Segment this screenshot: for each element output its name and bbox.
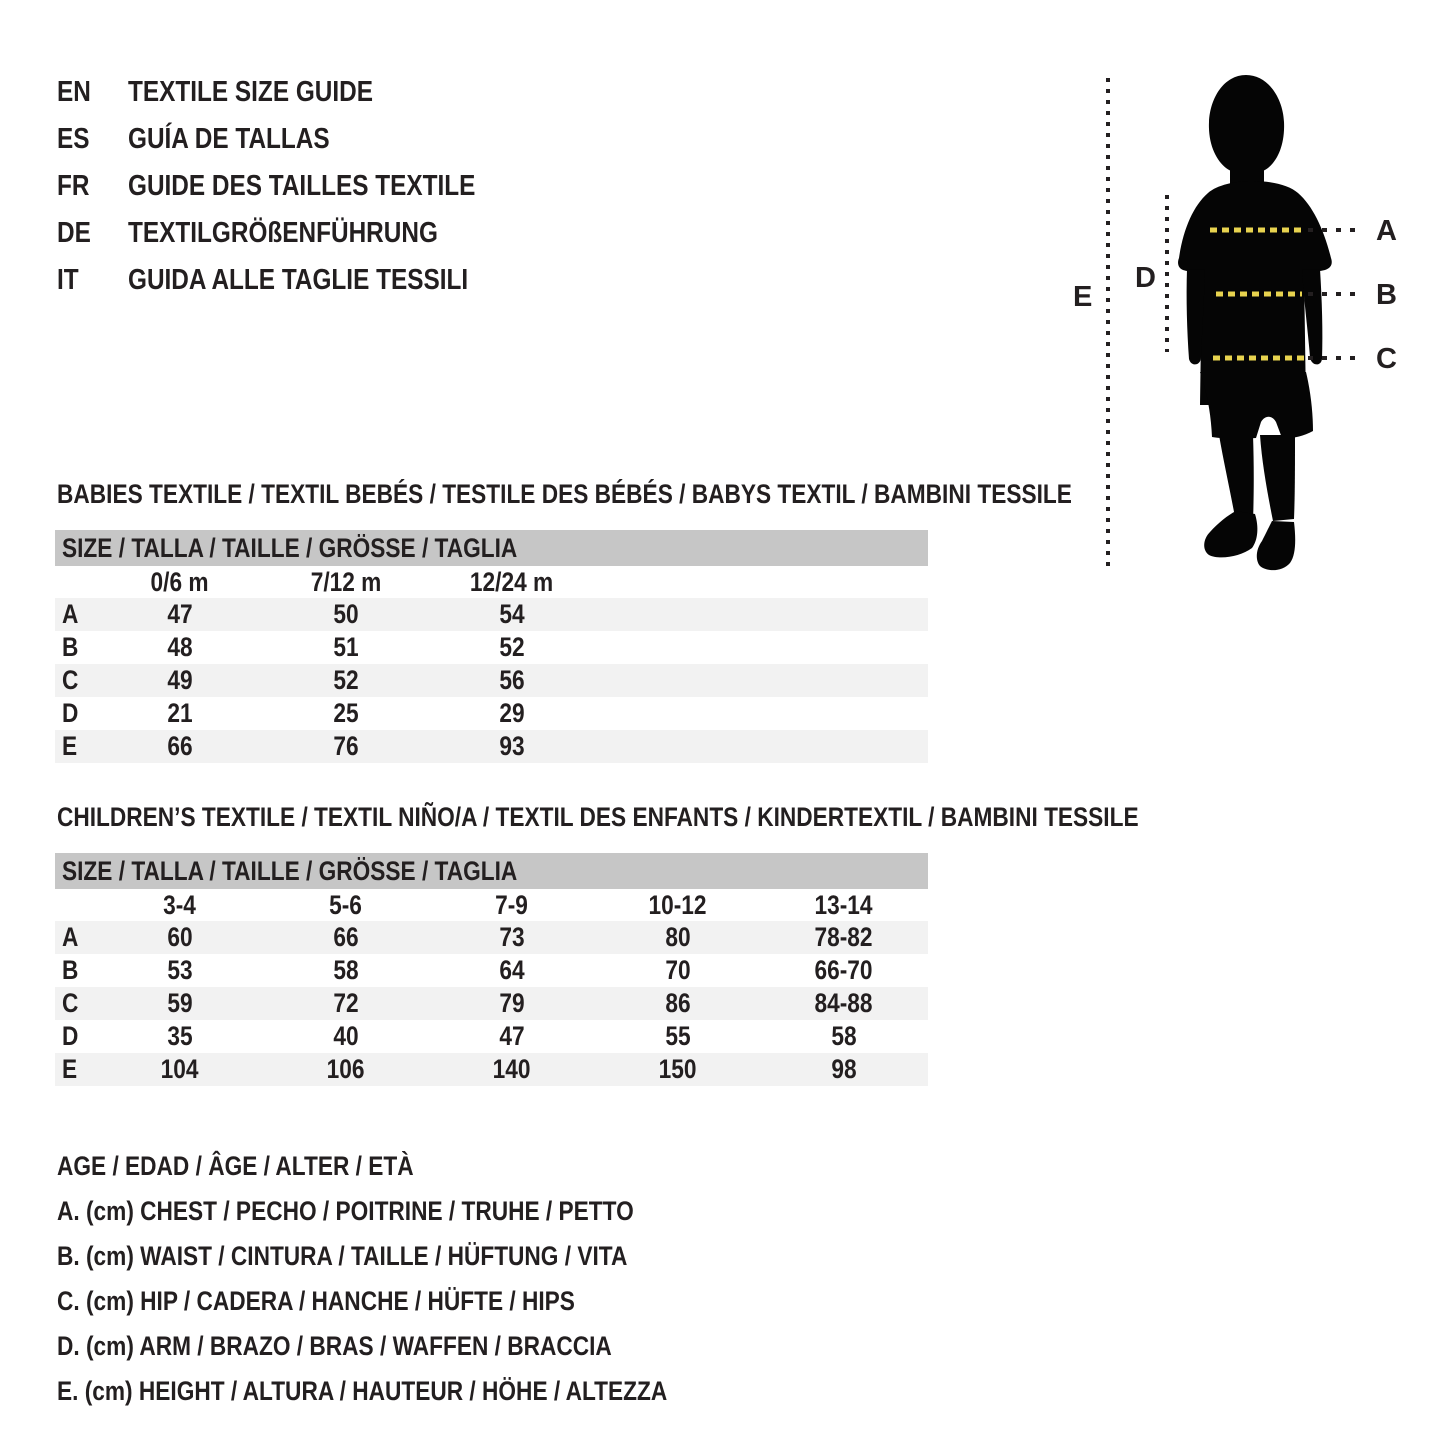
value-cell: 86 [665,988,691,1018]
children-section-heading: CHILDREN’S TEXTILE / TEXTIL NIÑO/A / TEXTIL DES ENFANTS / KINDERTEXTIL / BAMBINI TESSILE [57,802,1139,832]
value-cell: 51 [333,632,359,662]
figure-label-d: D [1135,262,1156,294]
value-cell: 84-88 [814,988,874,1018]
table-row [55,954,928,987]
value-cell: 35 [167,1021,193,1051]
row-letter-cell: B [62,632,79,662]
measurement-figure [1040,60,1445,600]
value-cell: 25 [333,698,359,728]
figure-label-b: B [1376,279,1397,311]
value-cell: 52 [499,632,525,662]
column-header-row [55,566,928,598]
language-title-row [57,69,542,116]
language-title-row [57,210,542,257]
legend-line: B. (cm) WAIST / CINTURA / TAILLE / HÜFTUNG / VITA [57,1241,628,1271]
value-cell: 48 [167,632,193,662]
value-cell: 72 [333,988,359,1018]
value-cell: 52 [333,665,359,695]
language-title: GUIDE DES TAILLES TEXTILE [128,170,476,202]
babies-size-table [55,530,928,763]
column-header-cell: 10-12 [648,890,708,920]
figure-label-c: C [1376,343,1397,375]
value-cell: 104 [161,1054,199,1084]
value-cell: 70 [665,955,691,985]
value-cell: 78-82 [814,922,874,952]
language-title: TEXTILE SIZE GUIDE [128,76,373,108]
value-cell: 66 [333,922,359,952]
value-cell: 98 [831,1054,857,1084]
language-code: DE [57,217,91,249]
table-row [55,921,928,954]
language-title: TEXTILGRÖßENFÜHRUNG [128,217,438,249]
value-cell: 66-70 [814,955,874,985]
row-letter-cell: A [62,599,79,629]
figure-label-a: A [1376,215,1397,247]
legend-line: AGE / EDAD / ÂGE / ALTER / ETÀ [57,1151,414,1181]
value-cell: 56 [499,665,525,695]
legend-line: A. (cm) CHEST / PECHO / POITRINE / TRUHE / PETTO [57,1196,634,1226]
figure-label-e: E [1073,281,1093,313]
table-row [55,598,928,631]
language-title-row [57,257,542,304]
column-header-cell: 12/24 m [470,567,554,597]
column-header-row [55,889,928,921]
row-letter-cell: D [62,698,79,728]
column-header-cell: 7-9 [495,890,529,920]
column-header-cell: 3-4 [163,890,197,920]
value-cell: 29 [499,698,525,728]
value-cell: 40 [333,1021,359,1051]
column-header-cell: 7/12 m [310,567,382,597]
value-cell: 80 [665,922,691,952]
column-header-cell: 0/6 m [150,567,209,597]
value-cell: 49 [167,665,193,695]
table-row [55,730,928,763]
size-header-label: SIZE / TALLA / TAILLE / GRÖSSE / TAGLIA [62,856,518,886]
language-code: FR [57,170,90,202]
language-title: GUIDA ALLE TAGLIE TESSILI [128,264,469,296]
language-code: EN [57,76,91,108]
language-code: IT [57,264,79,296]
value-cell: 64 [499,955,525,985]
children-size-table [55,853,928,1086]
language-title-list [57,69,542,304]
table-row [55,664,928,697]
size-header-bar [55,853,928,889]
language-code: ES [57,123,90,155]
row-letter-cell: E [62,1054,78,1084]
column-header-cell: 5-6 [329,890,363,920]
value-cell: 93 [499,731,525,761]
value-cell: 55 [665,1021,691,1051]
value-cell: 66 [167,731,193,761]
value-cell: 79 [499,988,525,1018]
row-letter-cell: C [62,988,79,1018]
size-header-label: SIZE / TALLA / TAILLE / GRÖSSE / TAGLIA [62,533,518,563]
measurement-legend [57,1144,783,1414]
row-letter-cell: D [62,1021,79,1051]
table-row [55,1053,928,1086]
value-cell: 58 [333,955,359,985]
value-cell: 54 [499,599,525,629]
legend-line: E. (cm) HEIGHT / ALTURA / HAUTEUR / HÖHE / ALTEZZA [57,1376,668,1406]
language-title-row [57,116,542,163]
size-header-bar [55,530,928,566]
value-cell: 47 [499,1021,525,1051]
table-row [55,697,928,730]
value-cell: 21 [167,698,193,728]
legend-line: D. (cm) ARM / BRAZO / BRAS / WAFFEN / BRACCIA [57,1331,612,1361]
row-letter-cell: C [62,665,79,695]
row-letter-cell: E [62,731,78,761]
column-header-cell: 13-14 [814,890,874,920]
table-row [55,1020,928,1053]
value-cell: 106 [327,1054,365,1084]
value-cell: 59 [167,988,193,1018]
value-cell: 53 [167,955,193,985]
value-cell: 50 [333,599,359,629]
babies-section-heading: BABIES TEXTILE / TEXTIL BEBÉS / TESTILE DES BÉBÉS / BABYS TEXTIL / BAMBINI TESSILE [57,479,1072,509]
table-row [55,987,928,1020]
language-title-row [57,163,542,210]
value-cell: 58 [831,1021,857,1051]
row-letter-cell: B [62,955,79,985]
language-title: GUÍA DE TALLAS [128,123,330,155]
value-cell: 47 [167,599,193,629]
row-letter-cell: A [62,922,79,952]
value-cell: 76 [333,731,359,761]
value-cell: 73 [499,922,525,952]
value-cell: 140 [493,1054,531,1084]
value-cell: 60 [167,922,193,952]
value-cell: 150 [659,1054,697,1084]
legend-line: C. (cm) HIP / CADERA / HANCHE / HÜFTE / HIPS [57,1286,575,1316]
table-row [55,631,928,664]
